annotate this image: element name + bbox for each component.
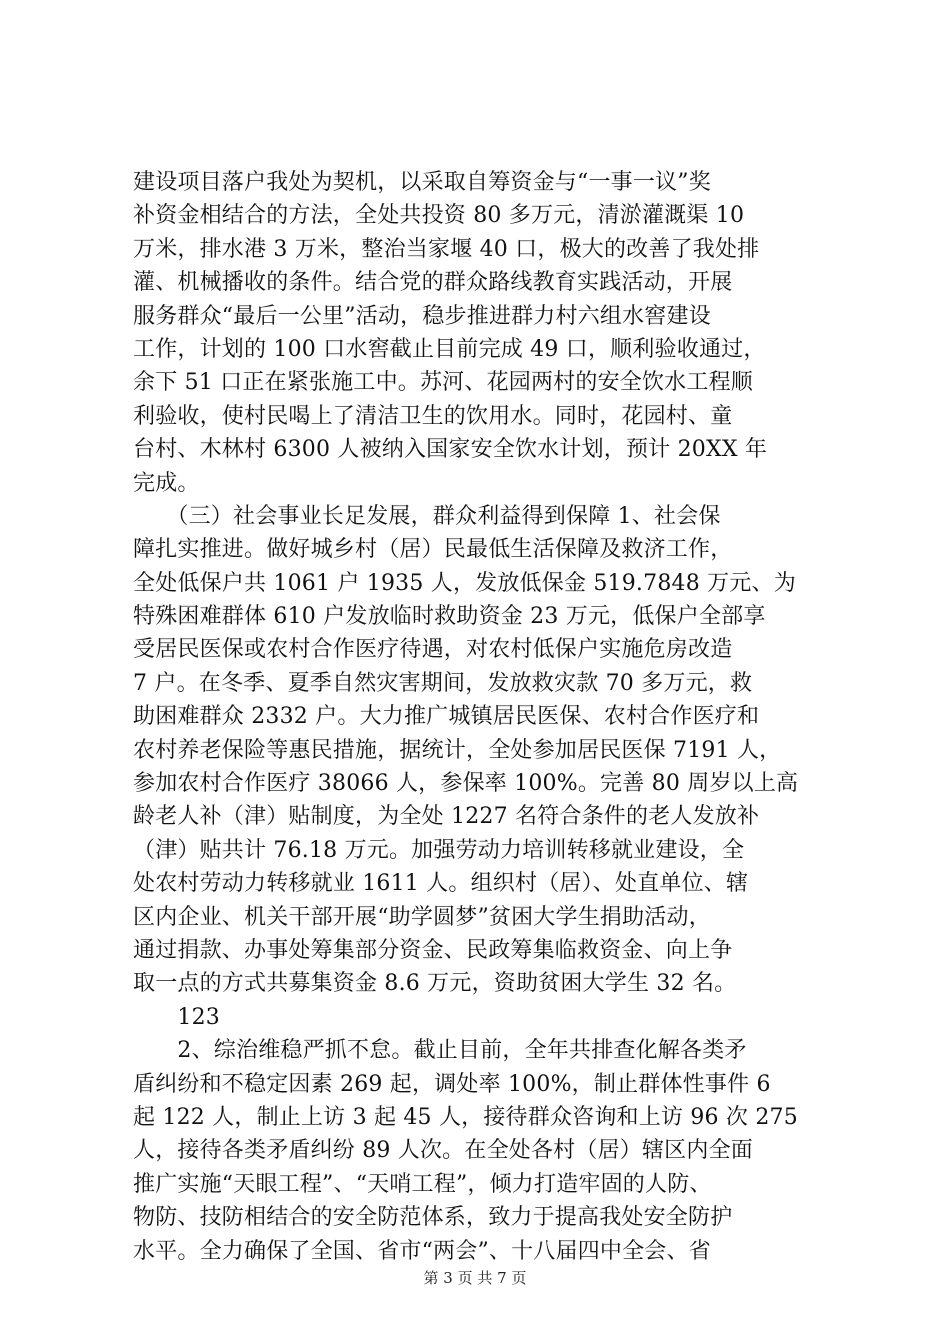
text-line: 123	[133, 1004, 220, 1030]
text-line: 通过捐款、办事处筹集部分资金、民政筹集临救资金、向上争	[133, 937, 733, 963]
text-line: 完成。	[133, 470, 200, 496]
text-line: 万米，排水港 3 万米，整治当家堰 40 口，极大的改善了我处排	[133, 236, 760, 262]
text-line: （津）贴共计 76.18 万元。加强劳动力培训转移就业建设，全	[133, 837, 745, 863]
text-line: 起 122 人，制止上访 3 起 45 人，接待群众咨询和上访 96 次 275	[133, 1104, 798, 1130]
text-line: 盾纠纷和不稳定因素 269 起，调处率 100%，制止群体性事件 6	[133, 1071, 771, 1097]
text-line: 水平。全力确保了全国、省市“两会”、十八届四中全会、省	[133, 1238, 711, 1264]
body-text	[133, 166, 833, 1268]
text-line: 处农村劳动力转移就业 1611 人。组织村（居）、处直单位、辖	[133, 871, 749, 897]
text-line: 区内企业、机关干部开展“助学圆梦”贫困大学生捐助活动，	[133, 904, 711, 930]
text-line: 工作，计划的 100 口水窖截止目前完成 49 口，顺利验收通过，	[133, 336, 766, 362]
text-line: 参加农村合作医疗 38066 人，参保率 100%。完善 80 周岁以上高	[133, 771, 799, 797]
text-line: 农村养老保险等惠民措施，据统计，全处参加居民医保 7191 人，	[133, 737, 782, 763]
text-line: 龄老人补（津）贴制度，为全处 1227 名符合条件的老人发放补	[133, 804, 760, 830]
text-line: 建设项目落户我处为契机，以采取自筹资金与“一事一议”奖	[133, 170, 711, 195]
page-footer: 第 3 页 共 7 页	[423, 1269, 527, 1287]
text-line: 灌、机械播收的条件。结合党的群众路线教育实践活动，开展	[133, 270, 733, 296]
text-line: 补资金相结合的方法，全处共投资 80 多万元，清淤灌溉渠 10	[133, 203, 745, 229]
text-line: 利验收，使村民喝上了清洁卫生的饮用水。同时，花园村、童	[133, 403, 733, 429]
text-line: 物防、技防相结合的安全防范体系，致力于提高我处安全防护	[133, 1205, 733, 1231]
text-line: （三）社会事业长足发展，群众利益得到保障 1、社会保	[133, 503, 721, 529]
text-line: 2、综治维稳严抓不怠。截止目前，全年共排查化解各类矛	[133, 1038, 747, 1064]
text-line: 障扎实推进。做好城乡村（居）民最低生活保障及救济工作，	[133, 537, 733, 563]
text-line: 人，接待各类矛盾纠纷 89 人次。在全处各村（居）辖区内全面	[133, 1138, 753, 1164]
text-line: 台村、木林村 6300 人被纳入国家安全饮水计划，预计 20XX 年	[133, 437, 768, 463]
text-line: 助困难群众 2332 户。大力推广城镇居民医保、农村合作医疗和	[133, 704, 760, 730]
text-line: 服务群众“最后一公里”活动，稳步推进群力村六组水窖建设	[133, 303, 711, 329]
text-line: 推广实施“天眼工程”、“天哨工程”，倾力打造牢固的人防、	[133, 1171, 712, 1197]
text-line: 受居民医保或农村合作医疗待遇，对农村低保户实施危房改造	[133, 637, 733, 663]
text-line: 取一点的方式共募集资金 8.6 万元，资助贫困大学生 32 名。	[133, 971, 737, 997]
text-line: 7 户。在冬季、夏季自然灾害期间，发放救灾款 70 多万元，救	[133, 670, 753, 696]
text-line: 特殊困难群体 610 户发放临时救助资金 23 万元，低保户全部享	[133, 604, 766, 630]
text-line: 余下 51 口正在紧张施工中。苏河、花园两村的安全饮水工程顺	[133, 370, 753, 396]
text-line: 全处低保户共 1061 户 1935 人，发放低保金 519.7848 万元、为	[133, 570, 796, 596]
